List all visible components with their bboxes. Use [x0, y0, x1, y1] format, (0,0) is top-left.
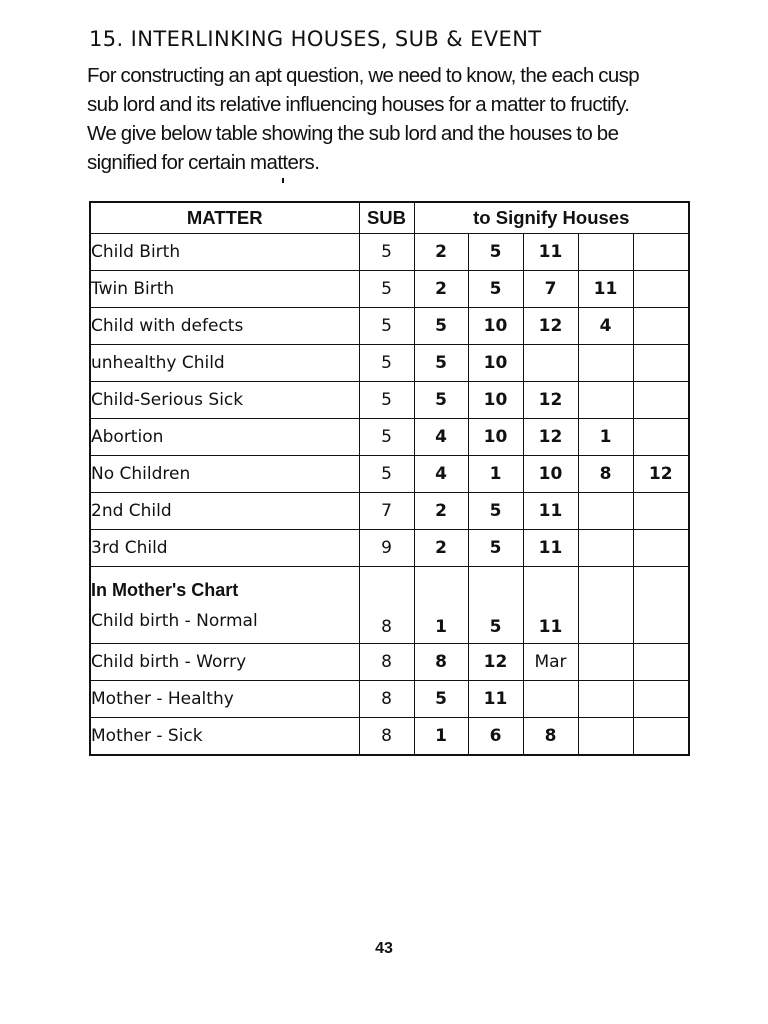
- house-cell: 12: [523, 382, 578, 419]
- house-cell: 11: [523, 530, 578, 567]
- house-cell: 5: [414, 382, 468, 419]
- house-cell: [633, 382, 689, 419]
- table-row: [90, 308, 689, 345]
- house-cell: [633, 718, 689, 756]
- table-row: [90, 644, 689, 681]
- table-row: [90, 718, 689, 756]
- house-cell: 5: [414, 681, 468, 718]
- sub-cell: 7: [359, 493, 414, 530]
- house-cell: 11: [523, 234, 578, 271]
- house-cell: [633, 419, 689, 456]
- house-cell: 11: [578, 271, 633, 308]
- sub-cell: 8: [359, 644, 414, 681]
- matter-cell: Mother - Healthy: [90, 681, 359, 718]
- house-cell: 10: [523, 456, 578, 493]
- table-body: [90, 234, 689, 756]
- house-cell: [578, 718, 633, 756]
- intro-line: We give below table showing the sub lord and the houses to be: [87, 122, 619, 145]
- table-row: [90, 567, 689, 644]
- house-cell: 2: [414, 234, 468, 271]
- house-cell: [578, 530, 633, 567]
- table-row: [90, 419, 689, 456]
- house-cell: 12: [523, 308, 578, 345]
- house-cell: [633, 567, 689, 644]
- houses-column-header: to Signify Houses: [414, 202, 689, 234]
- house-cell: [633, 345, 689, 382]
- sub-cell: 5: [359, 345, 414, 382]
- matter-cell: unhealthy Child: [90, 345, 359, 382]
- house-cell: 8: [414, 644, 468, 681]
- sub-cell: 8: [359, 681, 414, 718]
- matter-cell: Child with defects: [90, 308, 359, 345]
- table-row: [90, 345, 689, 382]
- sub-cell: 5: [359, 419, 414, 456]
- house-cell: 4: [578, 308, 633, 345]
- house-cell: [633, 493, 689, 530]
- sub-cell: 5: [359, 382, 414, 419]
- house-cell: 5: [468, 234, 523, 271]
- matter-cell: Child birth - Worry: [90, 644, 359, 681]
- house-cell: 8: [578, 456, 633, 493]
- house-cell: 2: [414, 493, 468, 530]
- house-cell: 4: [414, 419, 468, 456]
- house-cell: [578, 345, 633, 382]
- matter-cell: Twin Birth: [90, 271, 359, 308]
- house-cell: Mar: [523, 644, 578, 681]
- table-row: [90, 456, 689, 493]
- house-cell: [633, 271, 689, 308]
- house-cell: 1: [414, 718, 468, 756]
- house-cell: [633, 530, 689, 567]
- matter-cell: Child-Serious Sick: [90, 382, 359, 419]
- house-cell: [578, 234, 633, 271]
- house-cell: 5: [468, 530, 523, 567]
- sub-cell: 5: [359, 271, 414, 308]
- house-cell: [578, 681, 633, 718]
- house-cell: 10: [468, 382, 523, 419]
- intro-line: signified for certain matters.: [87, 151, 320, 174]
- house-cell: 2: [414, 271, 468, 308]
- table-header-row: [90, 202, 689, 234]
- house-cell: [633, 681, 689, 718]
- table-row: [90, 530, 689, 567]
- house-cell: 12: [633, 456, 689, 493]
- section-heading: 15. INTERLINKING HOUSES, SUB & EVENT: [89, 27, 542, 51]
- table-row: [90, 234, 689, 271]
- house-cell: [578, 644, 633, 681]
- house-cell: 10: [468, 308, 523, 345]
- house-cell: 5: [468, 567, 523, 644]
- sub-cell: 5: [359, 234, 414, 271]
- sub-cell: 8: [359, 718, 414, 756]
- matters-table: [89, 201, 690, 756]
- house-cell: 10: [468, 345, 523, 382]
- matter-cell: Child Birth: [90, 234, 359, 271]
- sub-cell: 9: [359, 530, 414, 567]
- house-cell: 5: [468, 493, 523, 530]
- house-cell: 5: [468, 271, 523, 308]
- sub-cell: 8: [359, 567, 414, 644]
- house-cell: 6: [468, 718, 523, 756]
- house-cell: [578, 493, 633, 530]
- table-row: [90, 382, 689, 419]
- matter-cell: Abortion: [90, 419, 359, 456]
- matter-cell: No Children: [90, 456, 359, 493]
- house-cell: [633, 308, 689, 345]
- page-number: 43: [375, 940, 393, 957]
- matter-label: Child birth - Normal: [91, 610, 258, 631]
- house-cell: 1: [414, 567, 468, 644]
- house-cell: 4: [414, 456, 468, 493]
- house-cell: 11: [523, 493, 578, 530]
- stray-mark: [282, 178, 284, 183]
- house-cell: 11: [523, 567, 578, 644]
- house-cell: [633, 644, 689, 681]
- section-subheader: In Mother's Chart: [91, 579, 239, 600]
- sub-cell: 5: [359, 456, 414, 493]
- matter-cell: 2nd Child: [90, 493, 359, 530]
- house-cell: 5: [414, 345, 468, 382]
- matter-cell: [90, 567, 359, 644]
- house-cell: [578, 567, 633, 644]
- house-cell: 10: [468, 419, 523, 456]
- house-cell: 2: [414, 530, 468, 567]
- table-row: [90, 271, 689, 308]
- house-cell: 12: [523, 419, 578, 456]
- house-cell: [523, 345, 578, 382]
- house-cell: [523, 681, 578, 718]
- matter-column-header: MATTER: [90, 202, 359, 234]
- house-cell: 1: [578, 419, 633, 456]
- house-cell: 11: [468, 681, 523, 718]
- house-cell: 12: [468, 644, 523, 681]
- house-cell: 5: [414, 308, 468, 345]
- house-cell: [633, 234, 689, 271]
- house-cell: 7: [523, 271, 578, 308]
- matter-cell: 3rd Child: [90, 530, 359, 567]
- intro-line: For constructing an apt question, we need to know, the each cusp: [87, 64, 640, 87]
- sub-cell: 5: [359, 308, 414, 345]
- house-cell: 8: [523, 718, 578, 756]
- sub-column-header: SUB: [359, 202, 414, 234]
- matter-cell: Mother - Sick: [90, 718, 359, 756]
- table-row: [90, 681, 689, 718]
- house-cell: [578, 382, 633, 419]
- table-row: [90, 493, 689, 530]
- intro-line: sub lord and its relative influencing houses for a matter to fructify.: [87, 93, 630, 116]
- intro-paragraph: [87, 61, 707, 177]
- house-cell: 1: [468, 456, 523, 493]
